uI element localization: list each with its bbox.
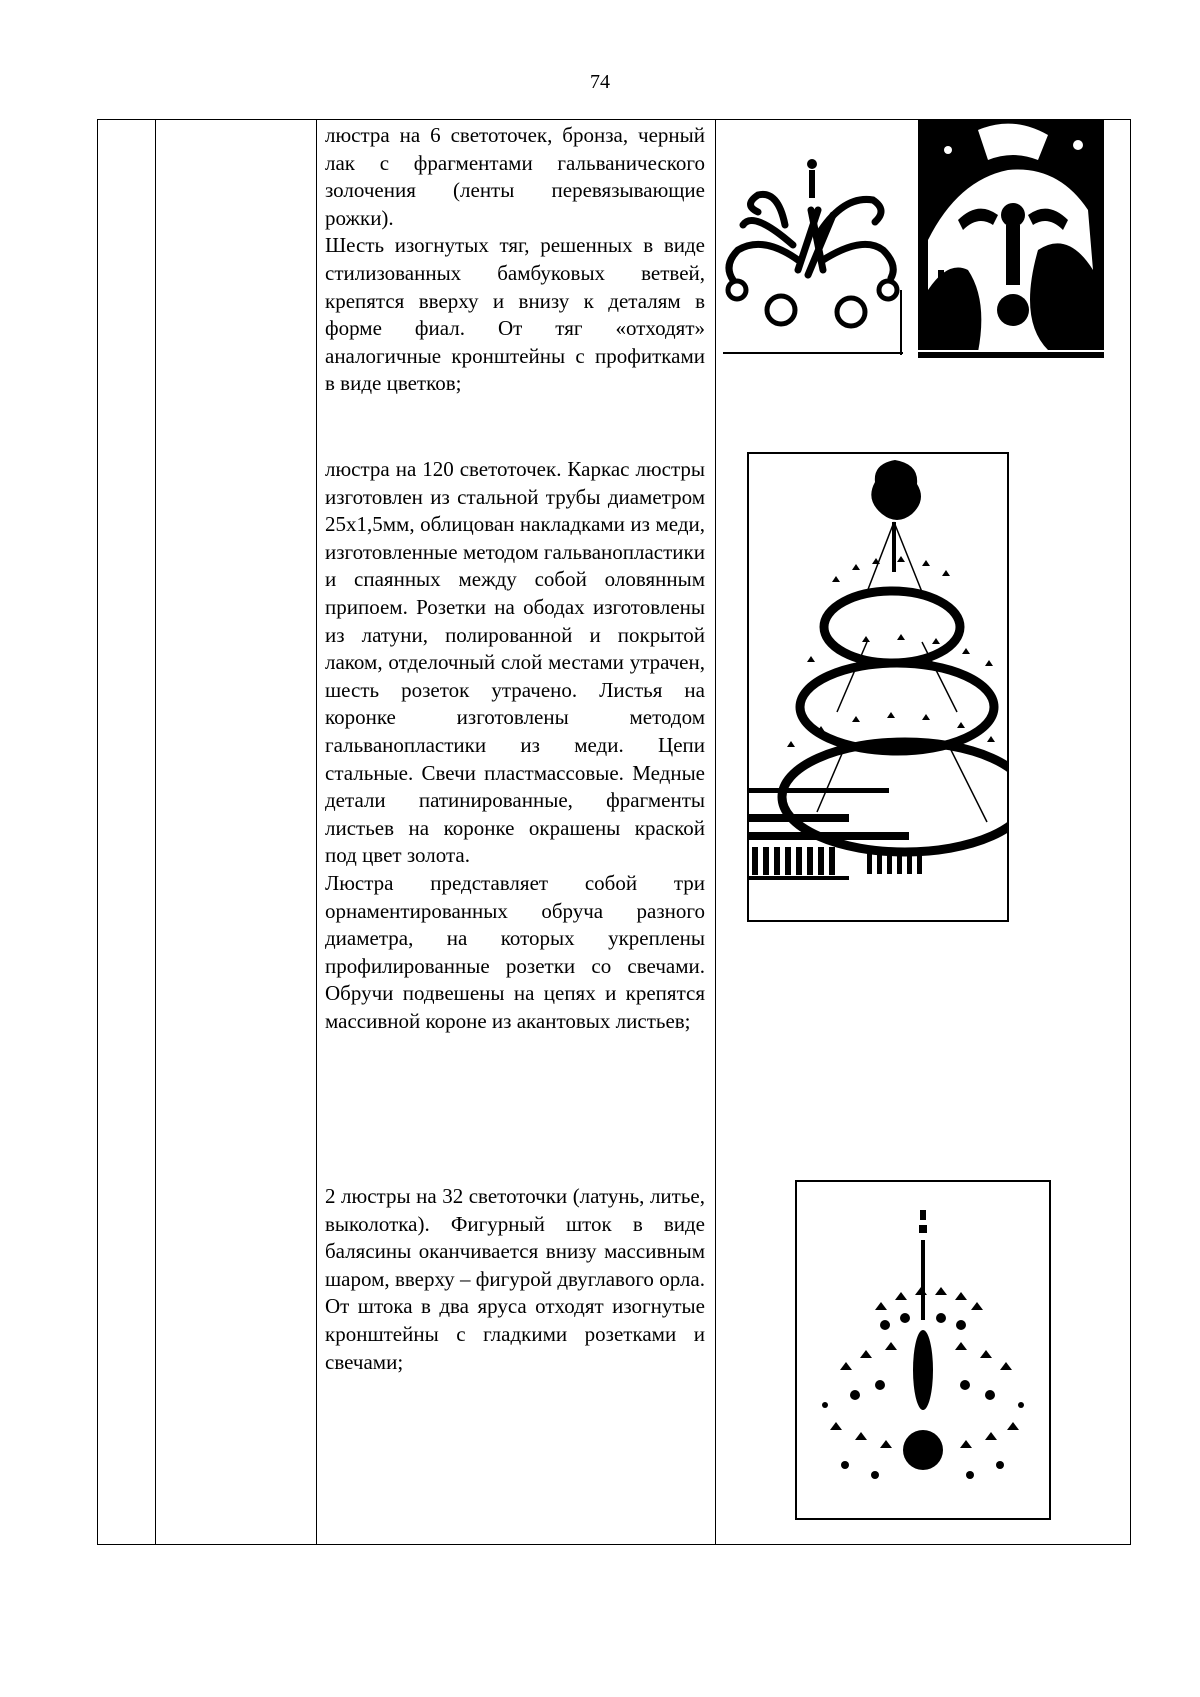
entry-paragraph: 2 люстры на 32 светоточки (латунь, литье, выколотка). Фигурный шток в виде балясины оканчивается внизу массивным шаром, вверху – фигурой двуглавого орла. От штока в два яруса отходят изогнутые кронштейны с гладкими розетками и свечами; — [325, 1184, 705, 1374]
chandelier-6-lights-photo — [723, 150, 903, 355]
page-number: 74 — [590, 71, 610, 93]
column-divider-1 — [155, 120, 156, 1544]
entry-chandelier-6-lights — [325, 122, 705, 398]
entry-paragraph: Шесть изогнутых тяг, решенных в виде стилизованных бамбуковых ветвей, крепятся вверху и внизу к деталям в форме фиал. От тяг «отходят» аналогичные кронштейны с профитками в виде цветков; — [325, 233, 705, 396]
entry-chandelier-120-lights — [325, 456, 705, 1035]
chandelier-6-lights-detail-photo — [918, 120, 1104, 358]
chandelier-120-lights-photo — [747, 452, 1009, 922]
entry-chandelier-32-lights — [325, 1183, 705, 1376]
column-divider-3 — [715, 120, 716, 1544]
column-divider-2 — [316, 120, 317, 1544]
chandelier-32-lights-photo — [795, 1180, 1051, 1520]
entry-paragraph: люстра на 120 светоточек. Каркас люстры изготовлен из стальной трубы диаметром 25х1,5мм, облицован накладками из меди, изготовленные методом гальванопластики и спаянных между собой оловянным припоем. Розетки на ободах изготовлены из латуни, полированной и покрытой лаком, отделочный слой местами утрачен, шесть розеток утрачено. Листья на коронке изготовлены методом гальванопластики из меди. Цепи стальные. Свечи пластмассовые. Медные детали патинированные, фрагменты листьев на коронке окрашены краской под цвет золота. — [325, 457, 705, 868]
entry-paragraph: люстра на 6 светоточек, бронза, черный лак с фрагментами гальванического золочения (ленты перевязывающие рожки). — [325, 123, 705, 230]
entry-paragraph: Люстра представляет собой три орнаментированных обруча разного диаметра, на которых укреплены профилированные розетки со свечами. Обручи подвешены на цепях и крепятся массивной короне из акантовых листьев; — [325, 870, 705, 1033]
